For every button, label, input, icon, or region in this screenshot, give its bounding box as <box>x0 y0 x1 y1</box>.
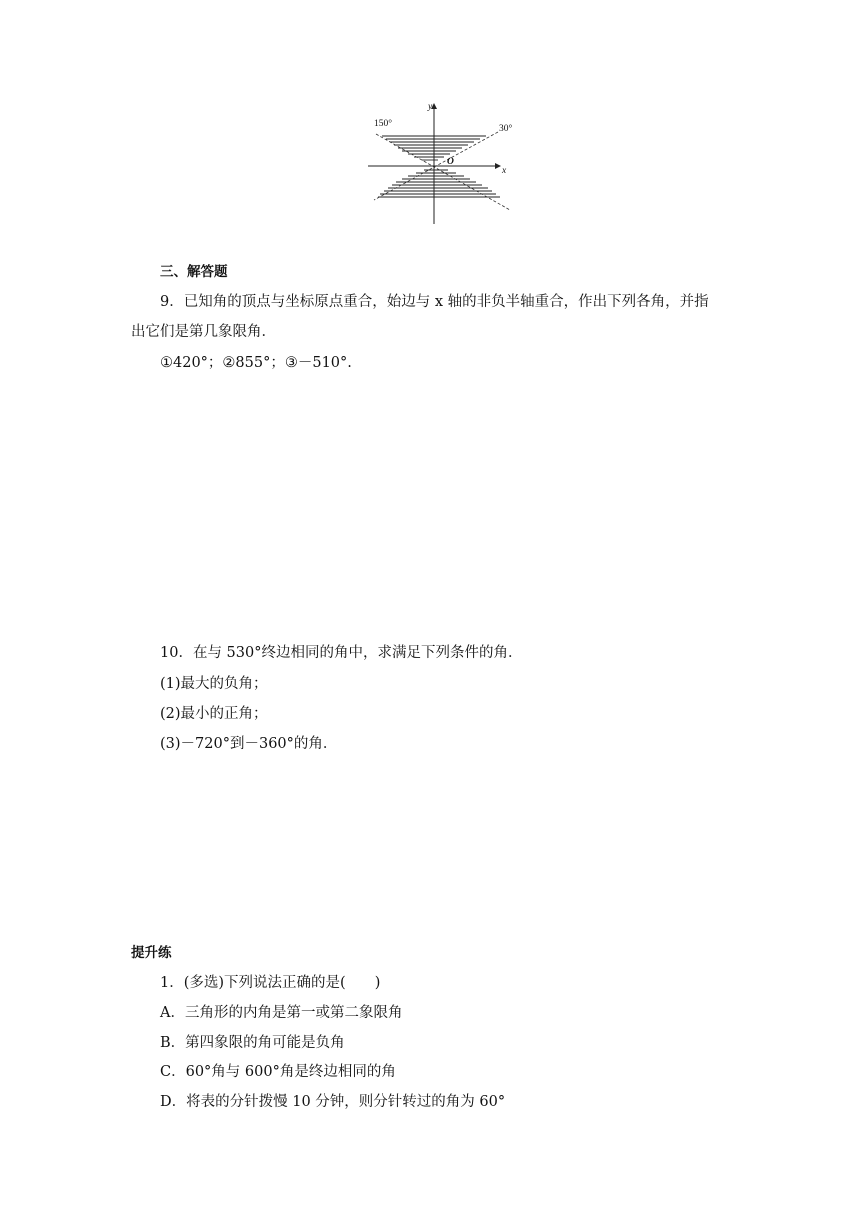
option-a: A．三角形的内角是第一或第二象限角 <box>160 1005 403 1021</box>
practice-question-1-stem: 1．(多选)下列说法正确的是( ) <box>160 975 381 991</box>
lower-shaded-region <box>378 170 500 197</box>
option-d: D．将表的分针拨慢 10 分钟，则分针转过的角为 60° <box>160 1094 506 1110</box>
y-axis-label: y <box>428 102 433 112</box>
question-9-line-1: 9．已知角的顶点与坐标原点重合，始边与 x 轴的非负半轴重合，作出下列各角，并指 <box>160 294 709 310</box>
option-c: C．60°角与 600°角是终边相同的角 <box>160 1064 396 1080</box>
angle-label-30: 30° <box>499 124 513 134</box>
question-10-item-2: (2)最小的正角； <box>160 706 268 722</box>
question-10-item-3: (3)－720°到－360°的角． <box>160 736 338 752</box>
x-axis-label: x <box>502 166 507 176</box>
origin-label: O <box>447 157 454 167</box>
section-heading-practice: 提升练 <box>131 945 172 961</box>
question-9-angles: ①420°；②855°；③－510°. <box>160 355 352 371</box>
option-b: B．第四象限的角可能是负角 <box>160 1035 345 1051</box>
question-10-stem: 10．在与 530°终边相同的角中，求满足下列条件的角． <box>160 645 523 661</box>
angle-region-figure <box>368 100 518 225</box>
question-10-item-1: (1)最大的负角； <box>160 676 268 692</box>
section-heading-answer-questions: 三、解答题 <box>160 264 228 280</box>
question-9-line-2: 出它们是第几象限角． <box>131 324 276 340</box>
angle-label-150: 150° <box>374 119 393 129</box>
